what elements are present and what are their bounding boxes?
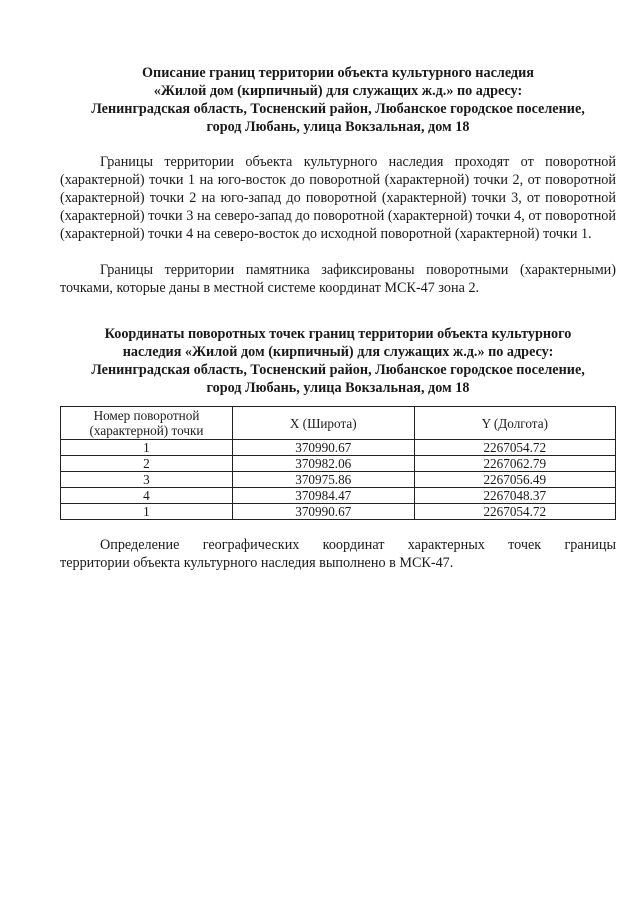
cell-x: 370984.47 [232, 488, 414, 504]
cell-y: 2267054.72 [414, 504, 615, 520]
title-line-1: Описание границ территории объекта культурного наследия [142, 65, 534, 81]
cell-x: 370982.06 [232, 456, 414, 472]
table-row [61, 440, 616, 456]
title-line-4: город Любань, улица Вокзальная, дом 18 [206, 119, 470, 135]
cell-y: 2267048.37 [414, 488, 615, 504]
coordinates-title-line-4: город Любань, улица Вокзальная, дом 18 [206, 380, 470, 396]
cell-point: 1 [61, 504, 233, 520]
cell-y: 2267056.49 [414, 472, 615, 488]
cell-y: 2267054.72 [414, 440, 615, 456]
coordinate-system-paragraph: Границы территории памятника зафиксированы поворотными (характерными) точками, которые даны в местной системе координат МСК-47 зона 2. [60, 262, 616, 296]
header-point-number-line-2: (характерной) точки [89, 423, 204, 438]
coordinates-table [60, 406, 616, 520]
coordinates-title-line-1: Координаты поворотных точек границ территории объекта культурного [104, 326, 572, 342]
cell-x: 370990.67 [232, 504, 414, 520]
cell-x: 370990.67 [232, 440, 414, 456]
header-point-number-line-1: Номер поворотной [93, 408, 200, 423]
coordinates-title-line-3: Ленинградская область, Тосненский район, Любанское городское поселение, [91, 362, 585, 378]
cell-x: 370975.86 [232, 472, 414, 488]
table-row [61, 504, 616, 520]
header-point-number [61, 407, 233, 440]
table-row [61, 472, 616, 488]
document-title [60, 64, 616, 136]
cell-point: 3 [61, 472, 233, 488]
coordinates-title-line-2: наследия «Жилой дом (кирпичный) для служащих ж.д.» по адресу: [122, 344, 554, 360]
title-line-2: «Жилой дом (кирпичный) для служащих ж.д.» по адресу: [153, 83, 523, 99]
table-header-row [61, 407, 616, 440]
cell-point: 1 [61, 440, 233, 456]
coordinates-title [60, 325, 616, 397]
conclusion-line-1: Определение географических координат характерных точек границы [100, 537, 616, 553]
header-y-longitude: Y (Долгота) [414, 407, 615, 440]
conclusion-line-2: территории объекта культурного наследия выполнено в МСК-47. [60, 555, 454, 571]
title-line-3: Ленинградская область, Тосненский район, Любанское городское поселение, [91, 101, 585, 117]
conclusion-paragraph [60, 536, 616, 572]
table-row [61, 456, 616, 472]
cell-point: 2 [61, 456, 233, 472]
table-row [61, 488, 616, 504]
cell-y: 2267062.79 [414, 456, 615, 472]
boundary-description-paragraph: Границы территории объекта культурного наследия проходят от поворотной (характерной) точки 1 на юго-восток до поворотной (характерной) точки 2, от поворотной (характерной) точки 2 на юго-запад до поворотной (характерной) точки 3, от поворотной (характерной) точки 3 на северо-запад до поворотной (характерной) точки 4, от поворотной (характерной) точки 4 на северо-восток до исходной поворотной (характерной) точки 1. [60, 154, 616, 242]
header-x-latitude: X (Широта) [232, 407, 414, 440]
document-page [60, 64, 616, 572]
cell-point: 4 [61, 488, 233, 504]
